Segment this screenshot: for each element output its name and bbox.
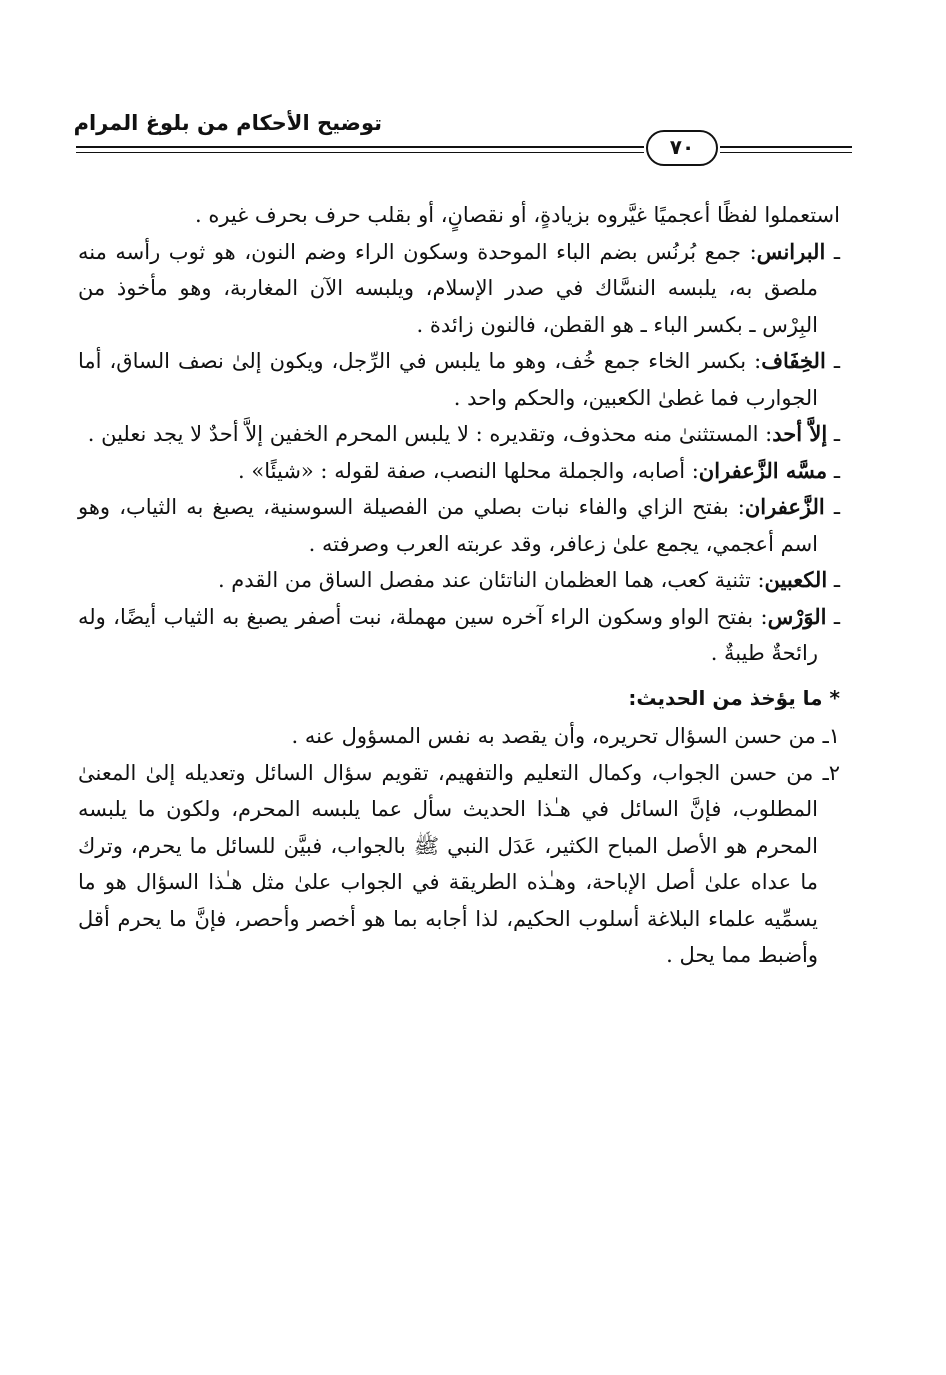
vocab-entry: ـ البرانس: جمع بُرنُس بضم الباء الموحدة وسكون الراء وضم النون، هو ثوب رأسه منه ملصق به، يلبسه النسَّاك في صدر الإسلام، ويلبسه الآن المغاربة، وهو مأخوذ من البِرْس ـ بكسر الباء ـ هو القطن، فالنون زائدة . bbox=[78, 238, 841, 337]
header-rule-left bbox=[76, 146, 644, 148]
vocab-term: الكعبين bbox=[764, 567, 828, 592]
vocab-term: الزَّعفران bbox=[744, 494, 825, 519]
page-body bbox=[78, 197, 840, 974]
item-text: من حسن السؤال تحريره، وأن يقصد به نفس المسؤول عنه . bbox=[291, 724, 816, 748]
list-item bbox=[78, 755, 840, 974]
page-number: ٧٠ bbox=[646, 130, 718, 166]
vocab-entry: ـ الزَّعفران: بفتح الزاي والفاء نبات بصلي من الفصيلة السوسنية، يصبغ به الثياب، وهو اسم أعجمي، يجمع علىٰ زعافر، وقد عربته العرب وصرفته . bbox=[78, 494, 840, 556]
vocab-term: مسَّه الزَّعفران bbox=[698, 457, 828, 483]
header-rule-right-lower bbox=[720, 152, 852, 153]
running-title: توضيح الأحكام من بلوغ المرام bbox=[73, 111, 382, 135]
vocab-definition: : بكسر الخاء جمع خُف، وهو ما يلبس في الرِّجل، ويكون إلىٰ نصف الساق، أما الجوارب فما غطىٰ الكعبين، والحكم واحد . bbox=[78, 349, 818, 410]
vocab-term: البرانس bbox=[756, 238, 826, 264]
vocab-definition: : بفتح الزاي والفاء نبات بصلي من الفصيلة السوسنية، يصبغ به الثياب، وهو اسم أعجمي، يجمع علىٰ زعافر، وقد عربته العرب وصرفته . bbox=[78, 495, 818, 556]
list-item bbox=[78, 718, 840, 755]
header-rule-left-lower bbox=[76, 152, 644, 153]
vocab-definition: : أصابه، والجملة محلها النصب، صفة لقوله : «شيئًا» . bbox=[238, 458, 699, 483]
header-rule-right bbox=[720, 146, 852, 148]
section-heading: * ما يؤخذ من الحديث: bbox=[628, 685, 840, 710]
vocab-term: إلاَّ أحد bbox=[772, 421, 828, 446]
vocab-term: الوَرْس bbox=[767, 603, 827, 629]
vocab-entry: ـ الكعبين: تثنية كعب، هما العظمان الناتئان عند مفصل الساق من القدم . bbox=[217, 567, 840, 592]
vocab-entry: ـ إلاَّ أحد: المستثنىٰ منه محذوف، وتقديره : لا يلبس المحرم الخفين إلاَّ أحدٌ لا يجد نعلين . bbox=[87, 421, 840, 446]
vocab-definition: : جمع بُرنُس بضم الباء الموحدة وسكون الراء وضم النون، هو ثوب رأسه منه ملصق به، يلبسه النسَّاك في صدر الإسلام، ويلبسه الآن المغاربة، وهو مأخوذ من البِرْس ـ بكسر الباء ـ هو القطن، فالنون زائدة . bbox=[78, 239, 818, 337]
vocab-definition: : بفتح الواو وسكون الراء آخره سين مهملة، نبت أصفر يصبغ به الثياب أيضًا، وله رائحةٌ طيبةٌ . bbox=[78, 604, 818, 665]
vocab-entry: ـ الوَرْس: بفتح الواو وسكون الراء آخره سين مهملة، نبت أصفر يصبغ به الثياب أيضًا، وله رائحةٌ طيبةٌ . bbox=[78, 603, 840, 665]
vocab-term: الخِفَاف bbox=[761, 348, 826, 373]
vocab-definition: : تثنية كعب، هما العظمان الناتئان عند مفصل الساق من القدم . bbox=[217, 568, 765, 592]
item-number: ١ـ bbox=[822, 724, 840, 748]
item-number: ٢ـ bbox=[822, 760, 841, 785]
vocab-definition: : المستثنىٰ منه محذوف، وتقديره : لا يلبس المحرم الخفين إلاَّ أحدٌ لا يجد نعلين . bbox=[87, 422, 773, 446]
intro-line: استعملوا لفظًا أعجميًا غيَّروه بزيادةٍ، أو نقصانٍ، أو بقلب حرف بحرف غيره . bbox=[194, 203, 840, 227]
vocab-entry: ـ مسَّه الزَّعفران: أصابه، والجملة محلها النصب، صفة لقوله : «شيئًا» . bbox=[238, 457, 840, 483]
item-text: من حسن الجواب، وكمال التعليم والتفهيم، تقويم سؤال السائل وتعديله إلىٰ المعنىٰ المطلوب، فإنَّ السائل في هـٰذا الحديث سأل عما يلبسه المحرم، ولكون ما يلبسه المحرم هو الأصل المباح الكثير، عَدَل النبي ﷺ بالجواب، فبيَّن للسائل ما يحرم، وترك ما عداه علىٰ أصل الإباحة، وهـٰذه الطريقة في الجواب علىٰ مثل هـٰذا السؤال هو ما يسمِّيه علماء البلاغة أسلوب الحكيم، لذا أجابه بما هو أخصر وأحصر، فإنَّ ما يحرم أقل وأضبط مما يحل . bbox=[78, 760, 818, 967]
vocab-entry: ـ الخِفَاف: بكسر الخاء جمع خُف، وهو ما يلبس في الرِّجل، ويكون إلىٰ نصف الساق، أما الجوارب فما غطىٰ الكعبين، والحكم واحد . bbox=[78, 348, 840, 410]
